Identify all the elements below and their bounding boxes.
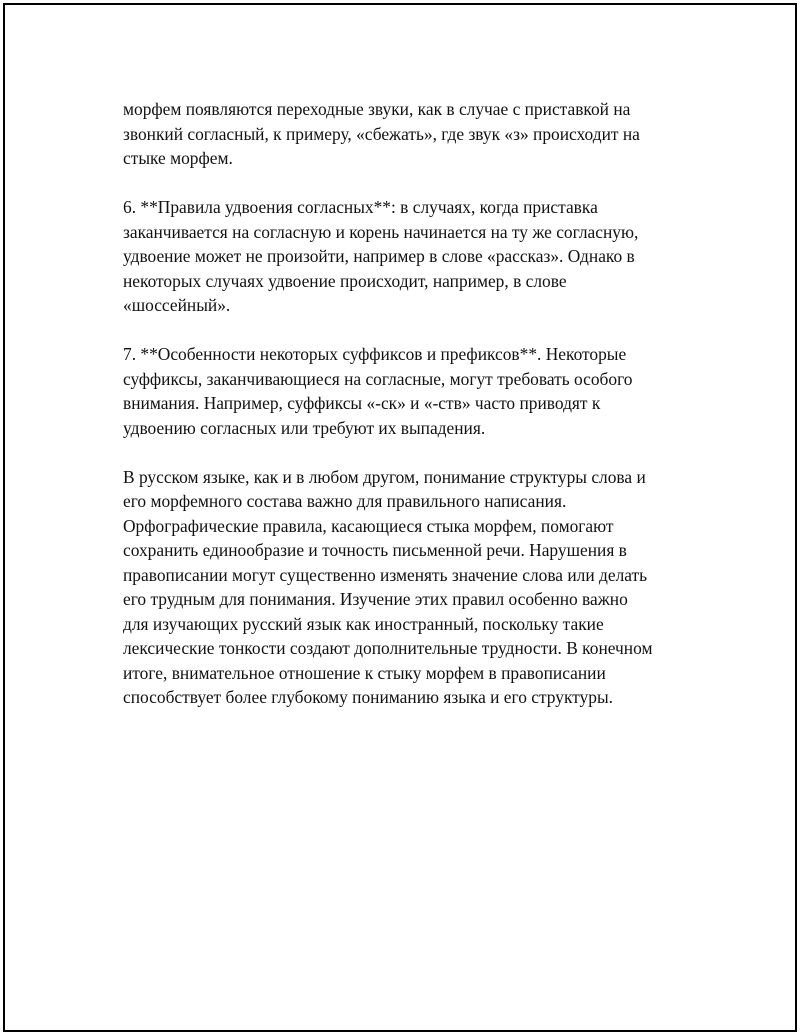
text-line: некоторых случаях удвоение происходит, например, в слове [123,270,567,291]
text-line: лексические тонкости создают дополнительные трудности. В конечном [123,638,653,658]
text-line: способствует более глубокому пониманию языка и его структуры. [123,687,613,707]
text-line: заканчивается на согласную и корень начинается на ту же согласную, [123,221,639,242]
text-line: сохранить единообразие и точность письменной речи. Нарушения в [123,540,627,560]
text-line: 6. **Правила удвоения согласных**: в случаях, когда приставка [123,197,598,217]
text-line: его трудным для понимания. Изучение этих правил особенно важно [123,589,628,609]
text-line: морфем появляются переходные звуки, как в случае с приставкой на [123,99,631,119]
paragraph-consonant-doubling-rules [123,195,703,318]
text-line: звонкий согласный, к примеру, «сбежать», где звук «з» происходит на [123,123,640,144]
paragraph-morpheme-junction-sounds [123,97,703,171]
text-line: суффиксы, заканчивающиеся на согласные, могут требовать особого [123,368,633,389]
text-line: его морфемного состава важно для правильного написания. [123,491,567,511]
text-line: итоге, внимательное отношение к стыку морфем в правописании [123,662,606,683]
text-line: стыке морфем. [123,148,233,168]
paragraph-suffix-prefix-features [123,342,703,440]
text-line: правописании могут существенно изменять значение слова или делать [123,564,648,585]
paragraph-conclusion [123,465,703,710]
text-line: удвоению согласных или требуют их выпадения. [123,417,486,438]
text-line: 7. **Особенности некоторых суффиксов и префиксов**. Некоторые [123,344,627,364]
document-body [123,97,703,734]
text-line: удвоение может не произойти, например в слове «рассказ». Однако в [123,246,635,266]
text-line: для изучающих русский язык как иностранный, поскольку такие [123,613,604,634]
page-frame [3,3,797,1032]
text-line: «шоссейный». [123,295,231,315]
text-line: Орфографические правила, касающиеся стыка морфем, помогают [123,515,614,536]
text-line: внимания. Например, суффиксы «-ск» и «-ств» часто приводят к [123,393,601,413]
text-line: В русском языке, как и в любом другом, понимание структуры слова и [123,466,646,487]
